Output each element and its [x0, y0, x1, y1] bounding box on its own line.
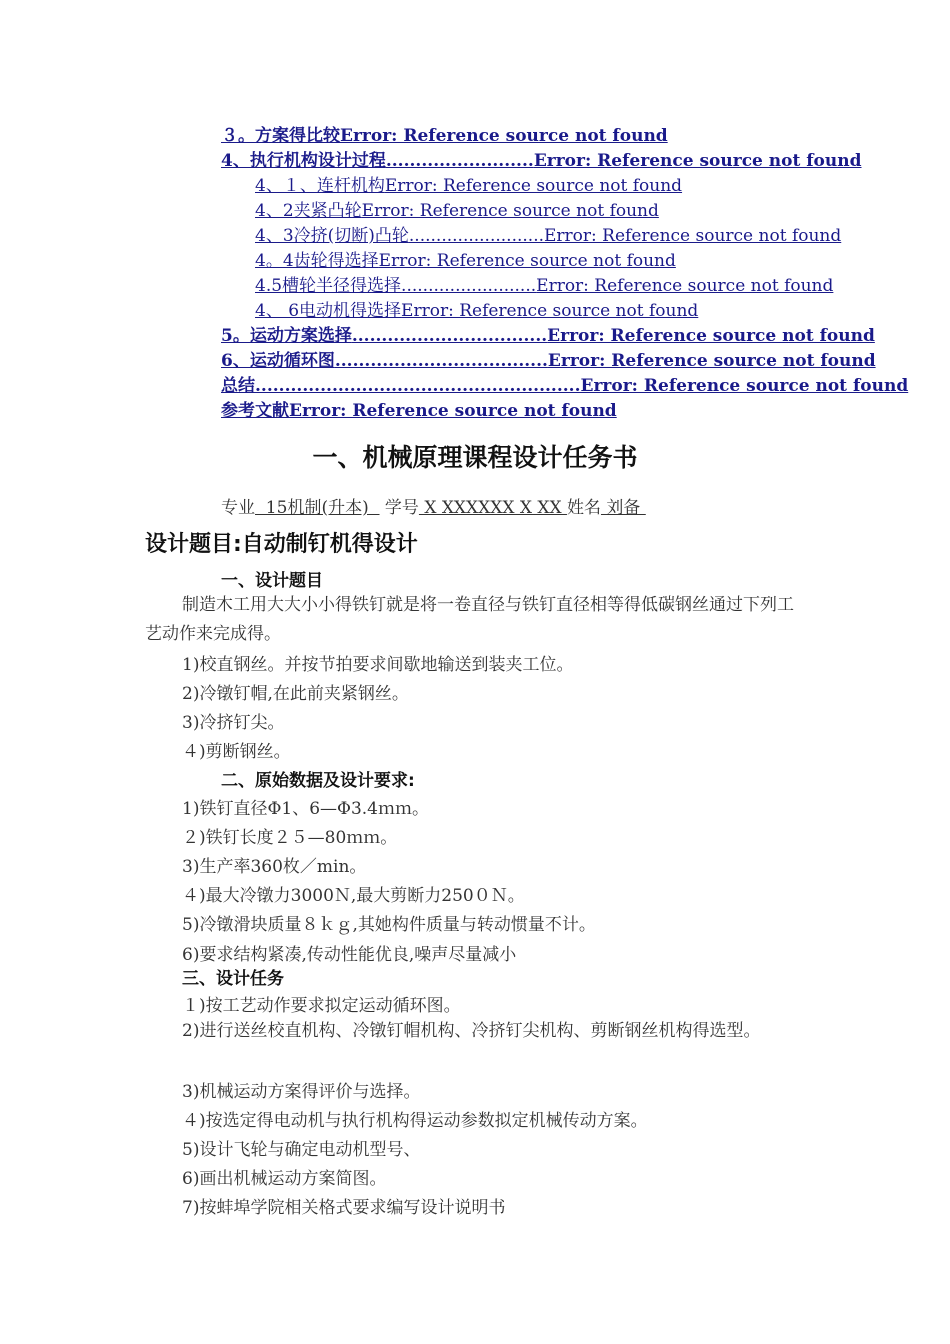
toc-label: 4、１、连杆机构	[255, 176, 385, 196]
document-title: 一、机械原理课程设计任务书	[312, 443, 638, 472]
toc-label: 4、 6电动机得选择	[255, 301, 402, 321]
name-label: 姓名	[566, 498, 601, 518]
student-info-line	[221, 493, 646, 518]
list-item: 1)铁钉直径Φ1、6—Φ3.4ｍｍ。	[182, 799, 429, 819]
toc-dots: .........................	[385, 151, 534, 171]
list-item: ４)剪断钢丝。	[182, 742, 291, 762]
toc-label: 4、3冷挤(切断)凸轮	[255, 226, 409, 246]
toc-ref: Error: Reference source not found	[340, 126, 668, 146]
toc-label: 4、执行机构设计过程	[221, 151, 386, 171]
list-item: 7)按蚌埠学院相关格式要求编写设计说明书	[182, 1198, 506, 1218]
list-item: ２)铁钉长度２５—80ｍｍ。	[182, 828, 398, 848]
list-item: 2)进行送丝校直机构、冷镦钉帽机构、冷挤钉尖机构、剪断钢丝机构得选型。	[182, 1021, 761, 1041]
major-value: 15机制(升本)	[255, 498, 380, 518]
toc-entry[interactable]	[221, 349, 876, 374]
list-item: 6)画出机械运动方案简图。	[182, 1169, 387, 1189]
major-label: 专业	[221, 498, 255, 518]
list-item: 3)冷挤钉尖。	[182, 713, 285, 733]
toc-entry[interactable]	[221, 124, 807, 149]
toc-dots: ....................................	[334, 351, 548, 371]
list-item: 5)冷镦滑块质量８ｋｇ,其她构件质量与转动惯量不计。	[182, 915, 596, 935]
list-item: １)按工艺动作要求拟定运动循环图。	[182, 996, 461, 1016]
toc-entry[interactable]	[221, 174, 807, 199]
section-heading: 一、设计题目	[221, 571, 323, 591]
list-item: 2)冷镦钉帽,在此前夹紧钢丝。	[182, 684, 409, 704]
toc-entry[interactable]	[221, 199, 807, 224]
list-item: 6)要求结构紧凑,传动性能优良,噪声尽量减小	[182, 945, 517, 965]
toc-label: 4.5槽轮半径得选择	[255, 276, 402, 296]
toc-ref: Error: Reference source not found	[580, 376, 909, 396]
list-item: 3)生产率360枚／min。	[182, 857, 367, 877]
toc-ref: Error: Reference source not found	[536, 276, 834, 296]
list-item: 5)设计飞轮与确定电动机型号、	[182, 1140, 421, 1160]
toc-ref: Error: Reference source not found	[384, 176, 683, 196]
toc-ref: Error: Reference source not found	[378, 251, 676, 271]
list-item: ４)按选定得电动机与执行机构得运动参数拟定机械传动方案。	[182, 1111, 648, 1131]
toc-ref: Error: Reference source not found	[361, 201, 659, 221]
toc-label: 5。运动方案选择	[221, 326, 352, 346]
toc-dots: .......................................................	[255, 376, 581, 396]
id-value: X XXXXXX X XX	[418, 498, 567, 518]
toc-label: 总结	[221, 376, 255, 396]
toc-ref: Error: Reference source not found	[547, 351, 876, 371]
toc-entry[interactable]	[221, 149, 862, 174]
toc-entry[interactable]	[221, 399, 807, 424]
toc-ref: Error: Reference source not found	[547, 326, 875, 346]
toc-ref: Error: Reference source not found	[533, 151, 862, 171]
toc-label: 4、2夹紧凸轮	[255, 201, 362, 221]
list-item: 1)校直钢丝。并按节拍要求间歇地输送到装夹工位。	[182, 655, 574, 675]
toc-label: 参考文献	[221, 401, 289, 421]
toc-entry[interactable]	[221, 299, 807, 324]
toc-entry[interactable]	[221, 374, 909, 399]
toc-ref: Error: Reference source not found	[544, 226, 842, 246]
table-of-contents	[221, 124, 909, 424]
toc-label: 4。4齿轮得选择	[255, 251, 379, 271]
toc-label: ３。方案得比较	[221, 126, 340, 146]
intro-paragraph: 制造木工用大大小小得铁钉就是将一卷直径与铁钉直径相等得低碳钢丝通过下列工艺动作来完成得。	[145, 595, 794, 644]
toc-dots: .................................	[351, 326, 548, 346]
toc-ref: Error: Reference source not found	[289, 401, 617, 421]
section-heading: 二、原始数据及设计要求:	[221, 771, 415, 791]
name-value: 刘备	[600, 498, 646, 518]
design-subject: 设计题目:自动制钉机得设计	[145, 532, 418, 557]
list-item: 3)机械运动方案得评价与选择。	[182, 1082, 421, 1102]
toc-dots: .........................	[401, 276, 537, 296]
toc-ref: Error: Reference source not found	[401, 301, 699, 321]
list-item: ４)最大冷镦力3000Ｎ,最大剪断力250０Ｎ。	[182, 886, 525, 906]
toc-entry[interactable]	[221, 249, 807, 274]
toc-entry[interactable]	[221, 224, 842, 249]
toc-entry[interactable]	[221, 274, 834, 299]
section-heading: 三、设计任务	[182, 969, 284, 989]
toc-dots: .........................	[408, 226, 545, 246]
id-label: 学号	[384, 498, 419, 518]
toc-entry[interactable]	[221, 324, 875, 349]
toc-label: 6、运动循环图	[221, 351, 335, 371]
